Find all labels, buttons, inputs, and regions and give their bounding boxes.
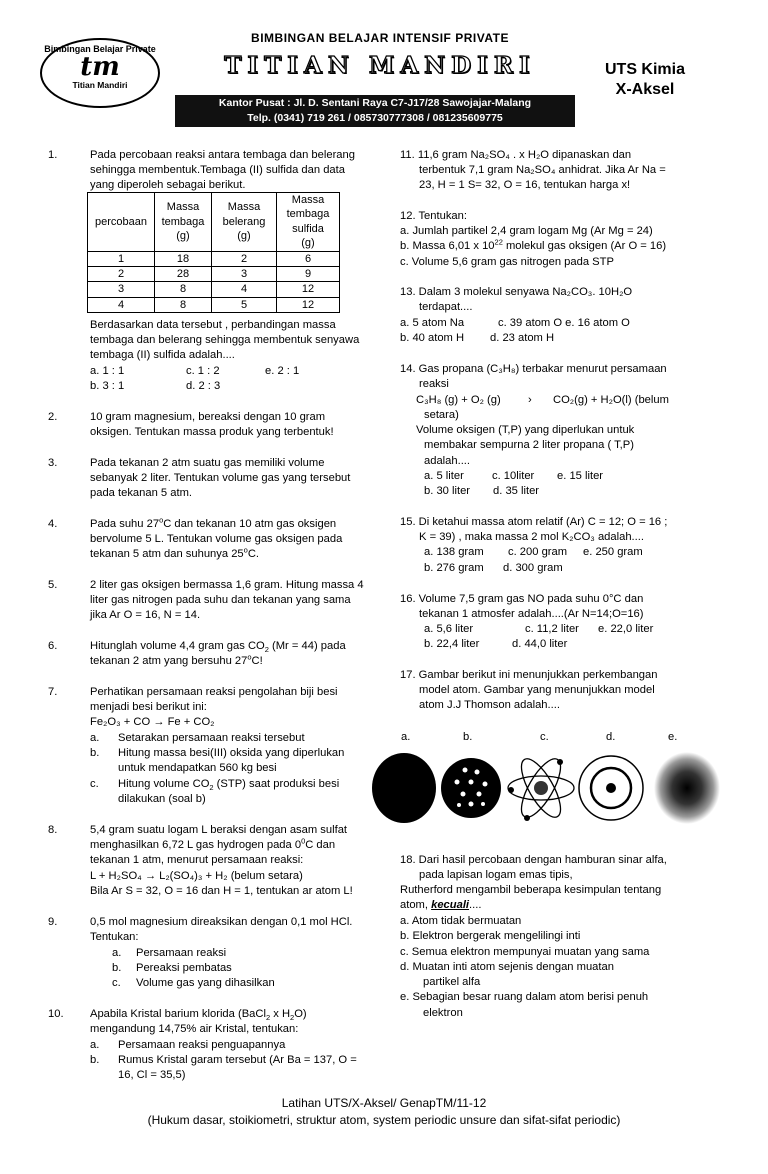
q15-line2: K = 39) , maka massa 2 mol K₂CO₃ adalah....: [419, 531, 644, 543]
q8-line1: 5,4 gram suatu logam L beraksi dengan asam sulfat: [90, 824, 348, 836]
table-cell: 28: [155, 267, 212, 282]
q10-line1-c: O): [294, 1008, 307, 1020]
q18-a: a. Atom tidak bermuatan: [400, 915, 522, 927]
q7-c1-b: (STP) saat produksi besi: [213, 778, 340, 790]
q7-c2: dilakukan (soal b): [118, 793, 206, 805]
th-sulfida-1: Massa: [291, 194, 325, 206]
q18-e1: e. Sebagian besar ruang dalam atom berisi penuh: [400, 991, 649, 1003]
q4-number: 4.: [48, 518, 58, 530]
th-sulfida-2: tembaga: [286, 208, 330, 221]
q16-e: e. 22,0 liter: [598, 623, 654, 635]
q18-line4-a: atom,: [400, 899, 432, 911]
q13-c: c. 39 atom O e. 16 atom O: [498, 317, 630, 329]
q17-line3: atom J.J Thomson adalah....: [419, 699, 560, 711]
q7-c-label: c.: [90, 778, 99, 790]
q7-number: 7.: [48, 686, 58, 698]
q12-b: [400, 239, 666, 254]
footer-line1: Latihan UTS/X-Aksel/ GenapTM/11-12: [281, 1096, 487, 1110]
exam-title: UTS Kimia: [604, 61, 685, 78]
q9-a: Persamaan reaksi: [136, 947, 227, 959]
q6-line1-a: Hitunglah volume 4,4 gram gas CO: [90, 640, 265, 652]
q14-e: e. 15 liter: [557, 470, 604, 482]
atom-model-d-image: [575, 748, 647, 828]
q13-d: d. 23 atom H: [490, 332, 555, 344]
q9-line2: Tentukan:: [90, 931, 139, 943]
th-belerang-2: belerang: [222, 215, 266, 228]
q14-line1: 14. Gas propana (C₃H₈) terbakar menurut persamaan: [400, 363, 667, 375]
q10-line1-a: Apabila Kristal barium klorida (BaCl: [90, 1008, 266, 1020]
logo-bottom-text: Titian Mandiri: [72, 80, 128, 90]
q1-ask1: Berdasarkan data tersebut , perbandingan massa: [90, 319, 336, 331]
table-cell: 2: [88, 267, 155, 282]
footer-line2: (Hukum dasar, stoikiometri, struktur atom, system periodic unsure dan sifat-sifat periodic): [147, 1113, 621, 1127]
q18-line2: pada lapisan logam emas tipis,: [419, 869, 573, 881]
q13-a: a. 5 atom Na: [400, 317, 465, 329]
q10-line1-b: x H: [270, 1008, 291, 1020]
q14-v3: adalah....: [424, 455, 471, 467]
q16-b: b. 22,4 liter: [424, 638, 480, 650]
q12-line0: 12. Tentukan:: [400, 210, 467, 222]
q18-d1: d. Muatan inti atom sejenis dengan muatan: [400, 961, 614, 973]
q5-line2: liter gas nitrogen pada suhu dan tekanan yang sama: [90, 594, 351, 606]
table-row: [88, 282, 340, 297]
q17-line2: model atom. Gambar yang menunjukkan model: [419, 684, 655, 696]
q15-line1: 15. Di ketahui massa atom relatif (Ar) C = 12; O = 16 ;: [400, 516, 668, 528]
q3-line1: Pada tekanan 2 atm suatu gas memiliki volume: [90, 457, 325, 469]
q13-b: b. 40 atom H: [400, 332, 465, 344]
q8-line3: tekanan 1 atm, menurut persamaan reaksi:: [90, 854, 304, 866]
th-percobaan: percobaan: [88, 193, 155, 252]
q4-line1-a: Pada suhu 27: [90, 518, 160, 530]
q14-d: d. 35 liter: [493, 485, 540, 497]
q10-b2: 16, Cl = 35,5): [118, 1069, 186, 1081]
q2-line1: 10 gram magnesium, bereaksi dengan 10 gram: [90, 411, 326, 423]
q1-option-c: c. 1 : 2: [186, 365, 220, 377]
q8-line2-b: C dan: [305, 839, 336, 851]
th-tembaga-3: (g): [176, 230, 190, 243]
th-sulfida-4: (g): [301, 237, 315, 250]
table-row: [88, 297, 340, 312]
q7-line1: Perhatikan persamaan reaksi pengolahan biji besi: [90, 686, 338, 698]
th-tembaga-2: tembaga: [161, 215, 205, 228]
q6-line2-b: C!: [251, 655, 263, 667]
q18-line4: [400, 898, 481, 913]
q16-line1: 16. Volume 7,5 gram gas NO pada suhu 0°C dan: [400, 593, 644, 605]
q18-c: c. Semua elektron mempunyai muatan yang sama: [400, 946, 650, 958]
q7-line2: menjadi besi berikut ini:: [90, 701, 207, 713]
logo-top-text: Bimbingan Belajar Private: [44, 44, 156, 54]
q14-eq2: CO₂(g) + H₂O(l) (belum: [553, 394, 669, 406]
header-subtitle: BIMBINGAN BELAJAR INTENSIF PRIVATE: [251, 31, 509, 45]
table-cell: 6: [277, 251, 340, 266]
atom-model-a-image: [368, 748, 440, 828]
q12-a: a. Jumlah partikel 2,4 gram logam Mg (Ar Mg = 24): [400, 225, 653, 237]
q1-line2: sehingga membentuk.Tembaga (II) sulfida dan data: [90, 164, 345, 176]
q14-v1: Volume oksigen (T,P) yang diperlukan untuk: [416, 424, 635, 436]
q8-number: 8.: [48, 824, 58, 836]
q1-line1: Pada percobaan reaksi antara tembaga dan belerang: [90, 149, 355, 161]
q12-b-exp: 22: [494, 237, 503, 247]
q10-number: 10.: [48, 1008, 64, 1020]
table-row: [88, 251, 340, 266]
q16-c: c. 11,2 liter: [525, 623, 579, 635]
q14-eq1: C₃H₈ (g) + O₂ (g): [416, 394, 501, 406]
th-tembaga: [155, 193, 212, 252]
q7-b-label: b.: [90, 747, 100, 759]
q1-option-d: d. 2 : 3: [186, 380, 221, 392]
exam-class: X-Aksel: [615, 81, 675, 98]
q6-line2: tekanan 2 atm yang bersuhu 27$^o$C!: [90, 652, 263, 667]
phone-line: Telp. (0341) 719 261 / 085730777308 / 081235609775: [247, 112, 503, 124]
q10-line1: Apabila Kristal barium klorida (BaCl$_2$ x $H_2O$): [90, 1008, 307, 1023]
th-belerang: [212, 193, 277, 252]
q17-label-e: e.: [668, 731, 678, 743]
q7-c1: Hitung volume $CO_2$ (STP) saat produksi besi: [118, 778, 340, 793]
table-cell: 9: [277, 267, 340, 282]
logo-mark: tm: [80, 52, 120, 82]
q10-b1: Rumus Kristal garam tersebut (Ar Ba = 137, O =: [118, 1054, 357, 1066]
q9-a-label: a.: [112, 947, 122, 959]
exam-title-box: [595, 60, 695, 100]
logo: [40, 38, 160, 108]
atom-model-e-image: [651, 748, 723, 828]
table-cell: 5: [212, 297, 277, 312]
q3-line2: sebanyak 2 liter. Tentukan volume gas yang tersebut: [90, 472, 351, 484]
atom-model-c-image: [505, 748, 577, 828]
q7-b1: Hitung massa besi(III) oksida yang diperlukan: [118, 747, 345, 759]
q18-line4-c: ....: [469, 899, 482, 911]
q17-label-c: c.: [540, 731, 549, 743]
q6-line1-b: (Mr = 44) pada: [268, 640, 346, 652]
table-cell: 2: [212, 251, 277, 266]
address-banner: [175, 95, 575, 127]
q16-line2: tekanan 1 atmosfer adalah....(Ar N=14;O=16): [419, 608, 644, 620]
q9-b-label: b.: [112, 962, 122, 974]
q13-line1: 13. Dalam 3 molekul senyawa Na₂CO₃. 10H₂O: [400, 286, 633, 298]
q8-line2-a: menghasilkan 6,72 L gas hydrogen pada 0: [90, 839, 302, 851]
q2-line2: oksigen. Tentukan massa produk yang terbentuk!: [90, 426, 334, 438]
q18-d2: partikel alfa: [423, 976, 481, 988]
q8-line2: menghasilkan 6,72 L gas hydrogen pada $0^0C$ dan: [90, 836, 336, 851]
table-cell: 8: [155, 297, 212, 312]
q18-b: b. Elektron bergerak mengelilingi inti: [400, 930, 581, 942]
q4-line3-b: C.: [247, 548, 259, 560]
q14-a: a. 5 liter: [424, 470, 464, 482]
q4-line1: Pada suhu 27$^o$C dan tekanan 10 atm gas oksigen: [90, 515, 337, 530]
q4-line1-b: C dan tekanan 10 atm gas oksigen: [163, 518, 337, 530]
q12-c: c. Volume 5,6 gram gas nitrogen pada STP: [400, 256, 614, 268]
q17-label-b: b.: [463, 731, 473, 743]
q1-data-table: [87, 192, 340, 313]
q14-b: b. 30 liter: [424, 485, 471, 497]
table-cell: 3: [212, 267, 277, 282]
th-sulfida: [277, 193, 340, 252]
q15-e: e. 250 gram: [583, 546, 643, 558]
q11-line2: terbentuk 7,1 gram Na₂SO₄ anhidrat. Jika Ar Na =: [419, 164, 666, 176]
q9-b: Pereaksi pembatas: [136, 962, 232, 974]
q17-label-d: d.: [606, 731, 616, 743]
q14-eq3: setara): [424, 409, 459, 421]
q18-line1: 18. Dari hasil percobaan dengan hamburan sinar alfa,: [400, 854, 667, 866]
q1-ask2: tembaga dan belerang sehingga membentuk senyawa: [90, 334, 360, 346]
th-tembaga-1: Massa: [166, 201, 200, 214]
q7-a: Setarakan persamaan reaksi tersebut: [118, 732, 305, 744]
q9-number: 9.: [48, 916, 58, 928]
q1-option-a: a. 1 : 1: [90, 365, 125, 377]
q3-line3: pada tekanan 5 atm.: [90, 487, 193, 499]
q2-number: 2.: [48, 411, 58, 423]
table-cell: 18: [155, 251, 212, 266]
table-cell: 4: [212, 282, 277, 297]
q10-a-label: a.: [90, 1039, 100, 1051]
q8-line4: L + H₂SO₄ → L₂(SO₄)₃ + H₂ (belum setara): [90, 870, 303, 882]
th-sulfida-3: sulfida: [292, 222, 324, 235]
q6-number: 6.: [48, 640, 58, 652]
q15-c: c. 200 gram: [508, 546, 568, 558]
q9-line1: 0,5 mol magnesium direaksikan dengan 0,1 mol HCl.: [90, 916, 353, 928]
q10-b-label: b.: [90, 1054, 100, 1066]
table-cell: 8: [155, 282, 212, 297]
q1-option-e: e. 2 : 1: [265, 365, 300, 377]
q18-line3: Rutherford mengambil beberapa kesimpulan tentang: [400, 884, 662, 896]
q7-equation: Fe₂O₃ + CO → Fe + CO₂: [90, 716, 215, 728]
address-line: Kantor Pusat : Jl. D. Sentani Raya C7-J17/28 Sawojajar-Malang: [218, 97, 532, 109]
q1-number: 1.: [48, 149, 58, 161]
q14-c: c. 10liter: [492, 470, 535, 482]
table-cell: 1: [88, 251, 155, 266]
q4-line3-a: tekanan 5 atm dan suhunya 25: [90, 548, 244, 560]
q7-a-label: a.: [90, 732, 100, 744]
q1-option-b: b. 3 : 1: [90, 380, 125, 392]
table-cell: 4: [88, 297, 155, 312]
q17-label-a: a.: [401, 731, 411, 743]
q5-number: 5.: [48, 579, 58, 591]
header-title: TITIAN MANDIRI: [224, 52, 536, 79]
q10-line2: mengandung 14,75% air Kristal, tentukan:: [90, 1023, 299, 1035]
q4-line2: bervolume 5 L. Tentukan volume gas oksigen pada: [90, 533, 343, 545]
q16-d: d. 44,0 liter: [512, 638, 568, 650]
q5-line1: 2 liter gas oksigen bermassa 1,6 gram. Hitung massa 4: [90, 579, 364, 591]
q1-ask3: tembaga (II) sulfida adalah....: [90, 349, 235, 361]
table-cell: 12: [277, 297, 340, 312]
q11-line3: 23, H = 1 S= 32, O = 16, tentukan harga x!: [419, 179, 631, 191]
q14-line2: reaksi: [419, 378, 449, 390]
q4-line3: tekanan 5 atm dan suhunya 25$^o$C.: [90, 545, 259, 560]
table-cell: 12: [277, 282, 340, 297]
arrow-icon: ›: [528, 394, 532, 406]
q15-d: d. 300 gram: [503, 562, 563, 574]
q16-a: a. 5,6 liter: [424, 623, 474, 635]
q6-line2-a: tekanan 2 atm yang bersuhu 27: [90, 655, 248, 667]
q5-line3: jika Ar O = 16, N = 14.: [90, 609, 201, 621]
q7-b2: untuk mendapatkan 560 kg besi: [118, 762, 277, 774]
q15-b: b. 276 gram: [424, 562, 484, 574]
th-belerang-1: Massa: [227, 201, 261, 214]
q12-b-1: b. Massa 6,01 x 10: [400, 240, 495, 252]
q12-b-2: molekul gas oksigen (Ar O = 16): [502, 240, 667, 252]
q18-kecuali: kecuali: [431, 899, 470, 911]
table-row: [88, 267, 340, 282]
q7-c1-a: Hitung volume CO: [118, 778, 210, 790]
q11-line1: 11. 11,6 gram Na₂SO₄ . x H₂O dipanaskan dan: [400, 149, 632, 161]
q10-a: Persamaan reaksi penguapannya: [118, 1039, 286, 1051]
table-cell: 3: [88, 282, 155, 297]
q18-e2: elektron: [423, 1007, 463, 1019]
q9-c-label: c.: [112, 977, 121, 989]
q9-c: Volume gas yang dihasilkan: [136, 977, 275, 989]
th-belerang-3: (g): [237, 230, 251, 243]
q14-v2: membakar sempurna 2 liter propana ( T,P): [424, 439, 634, 451]
q8-line5: Bila Ar S = 32, O = 16 dan H = 1, tentukan ar atom L!: [90, 885, 353, 897]
q6-line1: Hitunglah volume 4,4 gram gas $CO_2$ (Mr = 44) pada: [90, 640, 346, 655]
q13-line2: terdapat....: [419, 301, 473, 313]
q17-line1: 17. Gambar berikut ini menunjukkan perkembangan: [400, 669, 658, 681]
q15-a: a. 138 gram: [424, 546, 484, 558]
table-header-row: [88, 193, 340, 252]
q1-line3: yang diperoleh sebagai berikut.: [90, 179, 246, 191]
atom-model-b-image: [435, 748, 507, 828]
q3-number: 3.: [48, 457, 58, 469]
